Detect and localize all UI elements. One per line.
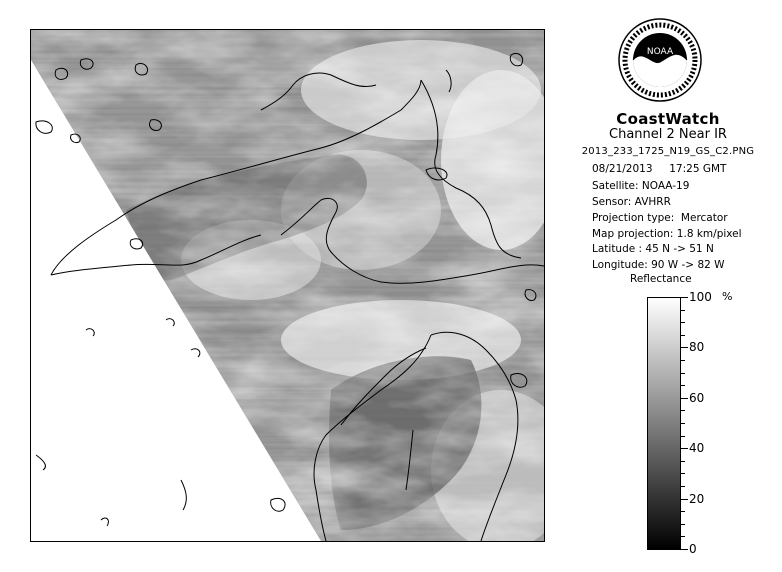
colorbar-tick — [681, 322, 685, 323]
colorbar-tick — [681, 448, 688, 449]
colorbar-tick — [681, 461, 685, 462]
colorbar-tick — [681, 335, 685, 336]
colorbar-tick-label: 20 — [689, 491, 705, 506]
latitude-label: Latitude : 45 N -> 51 N — [592, 243, 714, 255]
colorbar-tick — [681, 410, 685, 411]
colorbar-tick — [681, 423, 685, 424]
noaa-logo-icon — [618, 18, 702, 102]
colorbar-tick-label: 80 — [689, 340, 705, 355]
colorbar-tick — [681, 297, 688, 298]
app-title: CoastWatch — [616, 110, 720, 128]
date-value: 08/21/2013 — [592, 163, 653, 175]
colorbar-tick — [681, 385, 685, 386]
legend-title: Reflectance — [630, 273, 692, 285]
colorbar-tick-label: 100 — [689, 290, 712, 304]
colorbar-tick-label: 40 — [689, 441, 705, 456]
colorbar-tick-label: 60 — [689, 390, 705, 405]
colorbar-tick — [681, 347, 688, 348]
colorbar-tick — [681, 524, 685, 525]
colorbar-tick — [681, 373, 685, 374]
sensor-label: Sensor: AVHRR — [592, 196, 671, 208]
colorbar-tick — [681, 310, 685, 311]
reflectance-colorbar — [647, 297, 681, 550]
colorbar-tick — [681, 511, 685, 512]
time-value: 17:25 GMT — [669, 163, 727, 175]
satellite-label: Satellite: NOAA-19 — [592, 180, 690, 192]
projection-type-label: Projection type: Mercator — [592, 212, 728, 224]
colorbar-tick — [681, 473, 685, 474]
map-projection-label: Map projection: 1.8 km/pixel — [592, 228, 742, 240]
date-time-row — [592, 163, 726, 175]
filename-label: 2013_233_1725_N19_GS_C2.PNG — [581, 146, 755, 157]
colorbar-tick — [681, 536, 685, 537]
noaa-logo-text: NOAA — [646, 47, 674, 57]
colorbar-tick — [681, 398, 688, 399]
colorbar-tick — [681, 499, 688, 500]
channel-label: Channel 2 Near IR — [609, 127, 727, 142]
longitude-label: Longitude: 90 W -> 82 W — [592, 259, 725, 271]
colorbar-tick — [681, 549, 688, 550]
colorbar-tick — [681, 486, 685, 487]
legend-unit: % — [722, 290, 733, 303]
colorbar-tick-label: 0 — [689, 542, 697, 556]
colorbar-tick — [681, 360, 685, 361]
satellite-map[interactable] — [30, 29, 545, 542]
colorbar-tick — [681, 436, 685, 437]
